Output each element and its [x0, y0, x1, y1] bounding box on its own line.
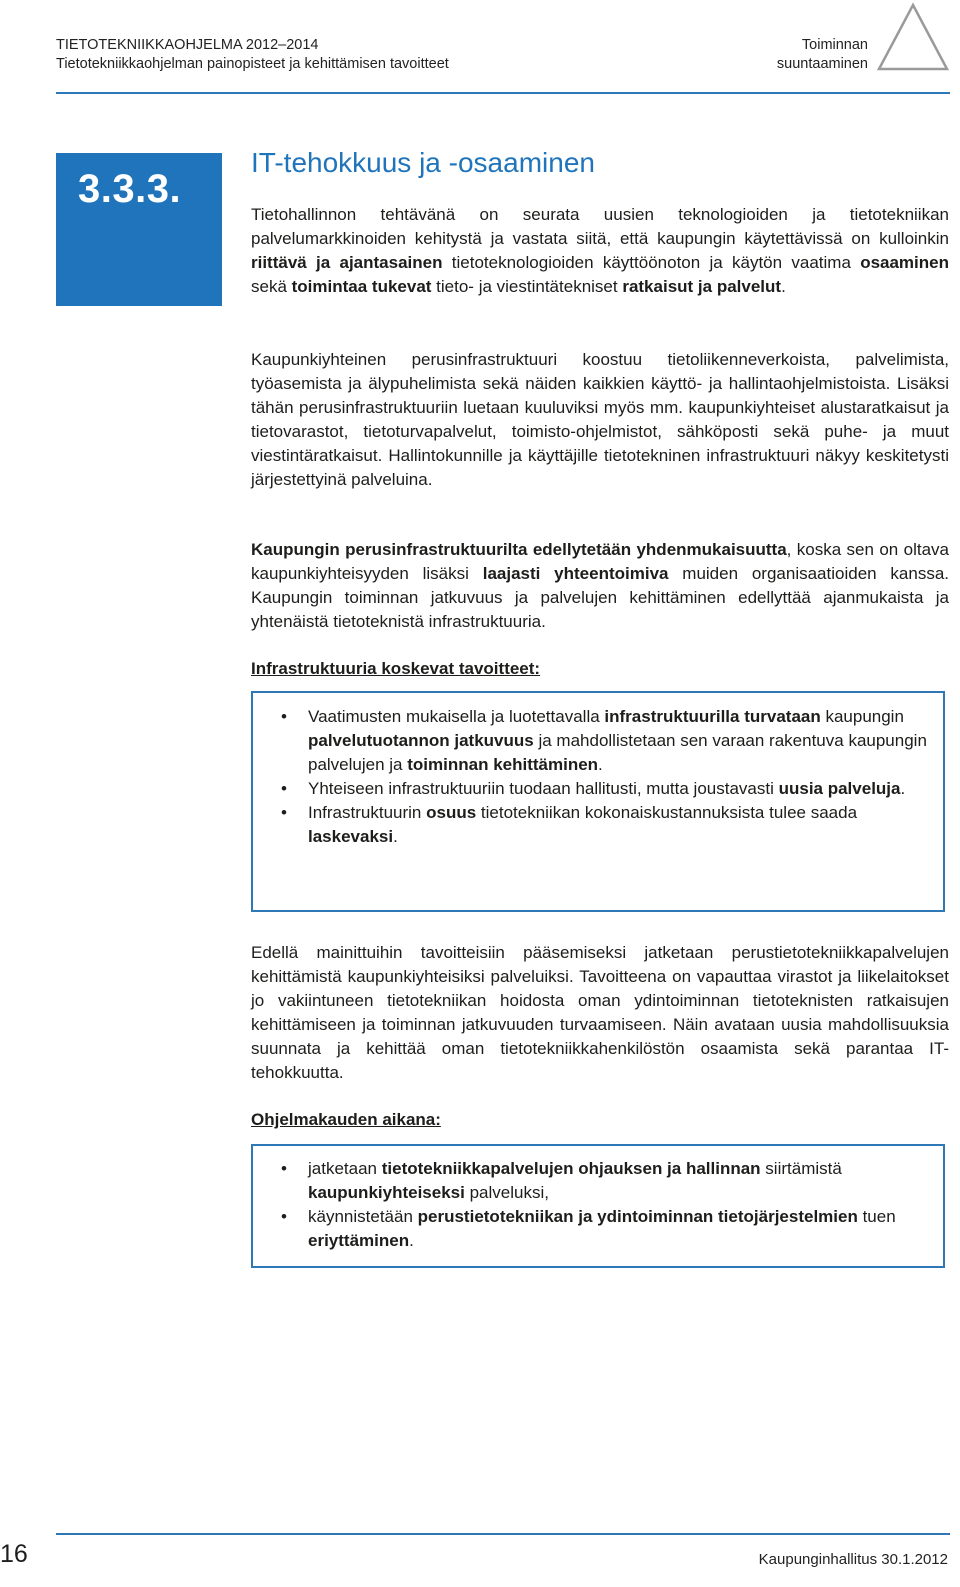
goals-heading-text: Infrastruktuuria koskevat tavoitteet:	[251, 659, 541, 678]
goals-heading	[251, 657, 949, 681]
footer-date: Kaupunginhallitus 30.1.2012	[758, 1551, 948, 1568]
text-run: ja mahdollistetaan sen varaan rakentuva kaupungin palvelujen ja	[308, 731, 927, 774]
section-name-line2: suuntaaminen	[776, 56, 868, 72]
section-title: IT-tehokkuus ja -osaaminen	[251, 147, 595, 178]
text-run: .	[598, 755, 603, 774]
text-run: palveluksi,	[464, 1183, 549, 1202]
section-name-line1: Toiminnan	[801, 37, 868, 53]
program-heading-text: Ohjelmakauden aikana:	[251, 1110, 441, 1129]
text-run: tieto- ja viestintätekniset	[431, 277, 623, 296]
emphasis: kaupunkiyhteiseksi	[308, 1183, 465, 1202]
bullet-icon: •	[281, 779, 287, 798]
text-run: .	[900, 779, 906, 798]
header-divider	[56, 92, 950, 94]
emphasis: toimintaa tukevat	[291, 277, 432, 296]
emphasis: palvelutuotannon jatkuvuus	[308, 731, 534, 750]
goals-list	[253, 705, 943, 849]
bullet-icon: •	[281, 1159, 287, 1178]
bullet-icon: •	[281, 1207, 287, 1226]
text-run: Vaatimusten mukaisella ja luotettavalla	[308, 707, 605, 726]
text-run: muiden organisaatioiden kanssa. Kaupungin toiminnan jatkuvuus ja palvelujen kehittäminen edellyttää ajanmukaista ja yhtenäistä tietoteknistä infrastruktuuria.	[251, 564, 949, 631]
emphasis: uusia palveluja	[778, 779, 901, 798]
text-run: .	[781, 277, 786, 296]
text-run: kaupungin	[820, 707, 904, 726]
text-run: siirtämistä	[760, 1159, 842, 1178]
bullet-icon: •	[281, 803, 287, 822]
emphasis: infrastruktuurilla turvataan	[604, 707, 821, 726]
text-run: Infrastruktuurin	[308, 803, 427, 822]
program-box	[251, 1144, 945, 1268]
goals-box	[251, 691, 945, 912]
footer-divider	[56, 1533, 950, 1535]
text-run: Yhteiseen infrastruktuuriin tuodaan hallitusti, mutta joustavasti	[308, 779, 779, 798]
bullet-icon: •	[281, 707, 287, 726]
infrastructure-paragraph: Kaupunkiyhteinen perusinfrastruktuuri koostuu tietoliikenneverkoista, palvelimista, työasemista ja älypuhelimista sekä näiden kaikkien käyttö- ja hallintaohjelmistoista. Lisäksi tähän perusinfrastruktuuriin luetaan kuuluviksi myös mm. kaupunkiyhteiset alustaratkaisut ja tietovarastot, tietoturvapalvelut, toimisto-ohjelmistot, sähköposti sekä puhe- ja muut viestintäratkaisut. Hallintokunnille ja käyttäjille tietotekninen infrastruktuuri näkyy keskitetysti järjestettyinä palveluina.	[251, 350, 949, 489]
intro-paragraph	[251, 203, 949, 299]
text-run: jatketaan	[308, 1159, 382, 1178]
list-item	[253, 1157, 928, 1205]
requirements-paragraph	[251, 538, 949, 634]
list-item	[253, 777, 928, 801]
emphasis: toiminnan kehittäminen	[407, 755, 599, 774]
list-item	[253, 705, 928, 777]
running-header-right	[777, 36, 868, 74]
emphasis: osaaminen	[860, 253, 949, 272]
text-run: Tietohallinnon tehtävänä on seurata uusien teknologioiden ja tietotekniikan palvelumarkkinoiden kehitystä ja vastata siitä, että kaupungin käytettävissä on kulloinkin	[251, 205, 949, 248]
emphasis: tietotekniikkapalvelujen ohjauksen ja hallinnan	[381, 1159, 761, 1178]
program-heading	[251, 1108, 949, 1132]
page-number: 16	[0, 1540, 28, 1568]
emphasis: perustietotekniikan ja ydintoiminnan tietojärjestelmien	[417, 1207, 858, 1226]
section-number: 3.3.3.	[78, 167, 182, 211]
section-number-box	[56, 153, 222, 306]
text-run: .	[409, 1231, 414, 1250]
running-header-left	[56, 36, 449, 74]
text-run: , koska sen on oltava kaupunkiyhteisyyden lisäksi	[251, 540, 949, 583]
text-run: tietotekniikan kokonaiskustannuksista tulee saada	[476, 803, 858, 822]
emphasis: laajasti yhteentoimiva	[482, 564, 669, 583]
emphasis: eriyttäminen	[308, 1231, 410, 1250]
triangle-icon	[876, 2, 950, 72]
list-item	[253, 1205, 928, 1253]
text-run: sekä	[251, 277, 292, 296]
program-name: TIETOTEKNIIKKAOHJELMA 2012–2014	[56, 37, 319, 53]
emphasis: Kaupungin perusinfrastruktuurilta edellytetään yhdenmukaisuutta	[251, 540, 787, 559]
chapter-name: Tietotekniikkaohjelman painopisteet ja kehittämisen tavoitteet	[56, 56, 449, 72]
text-run: tuen	[857, 1207, 896, 1226]
emphasis: ratkaisut ja palvelut	[622, 277, 782, 296]
text-run: tietoteknologioiden käyttöönoton ja käytön vaatima	[442, 253, 861, 272]
development-paragraph: Edellä mainittuihin tavoitteisiin pääsemiseksi jatketaan perustietotekniikkapalvelujen kehittämistä kaupunkiyhteisiksi palveluiksi. Tavoitteena on vapauttaa virastot ja liikelaitokset jo vakiintuneen tietotekniikan hoidosta oman ydintoiminnan tietoteknisten ratkaisujen kehittämiseen ja toiminnan jatkuvuuden turvaamiseen. Näin avataan uusia mahdollisuuksia suunnata ja kehittää oman tietotekniikkahenkilöstön osaamista sekä parantaa IT-tehokkuutta.	[251, 943, 949, 1082]
program-list	[253, 1157, 943, 1253]
emphasis: laskevaksi	[308, 827, 394, 846]
list-item	[253, 801, 928, 849]
text-run: .	[393, 827, 398, 846]
text-run: käynnistetään	[308, 1207, 418, 1226]
emphasis: riittävä ja ajantasainen	[251, 253, 443, 272]
emphasis: osuus	[426, 803, 477, 822]
